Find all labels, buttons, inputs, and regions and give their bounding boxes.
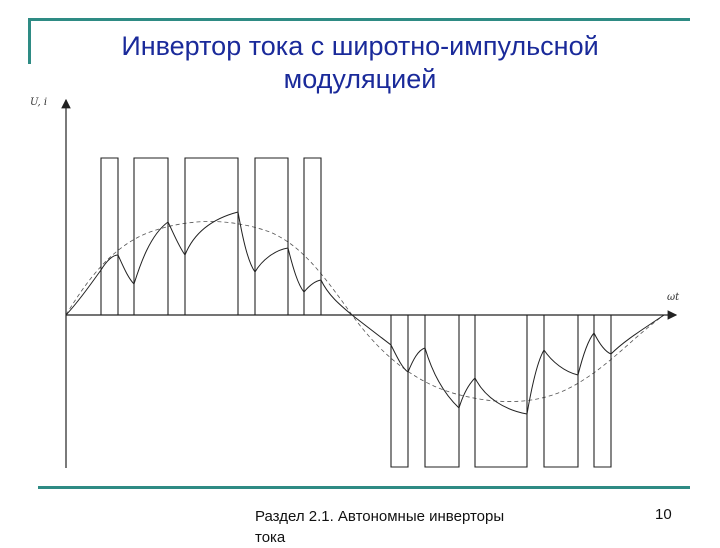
positive-pwm-pulses: [101, 158, 321, 315]
pulse-neg-1: [391, 315, 408, 467]
footer-section-label: Раздел 2.1. Автономные инверторы тока: [255, 508, 505, 546]
pulse-neg-2: [425, 315, 459, 467]
reference-sine-curve: [66, 222, 664, 402]
x-axis-label: ωt: [667, 292, 680, 303]
bottom-accent-rule: [38, 486, 690, 489]
negative-pwm-pulses: [391, 315, 611, 467]
slide-title: Инвертор тока с широтно-импульсной модуляцией: [121, 31, 599, 94]
pulse-neg-4: [544, 315, 578, 467]
pulse-pos-4: [255, 158, 288, 315]
y-axis-label: U, i: [30, 97, 48, 108]
pulse-neg-3: [475, 315, 527, 467]
current-waveform-positive: [66, 212, 352, 315]
pulse-pos-5: [304, 158, 321, 315]
pulse-pos-3: [185, 158, 238, 315]
page-number: 10: [655, 506, 672, 523]
pulse-pos-1: [101, 158, 118, 315]
